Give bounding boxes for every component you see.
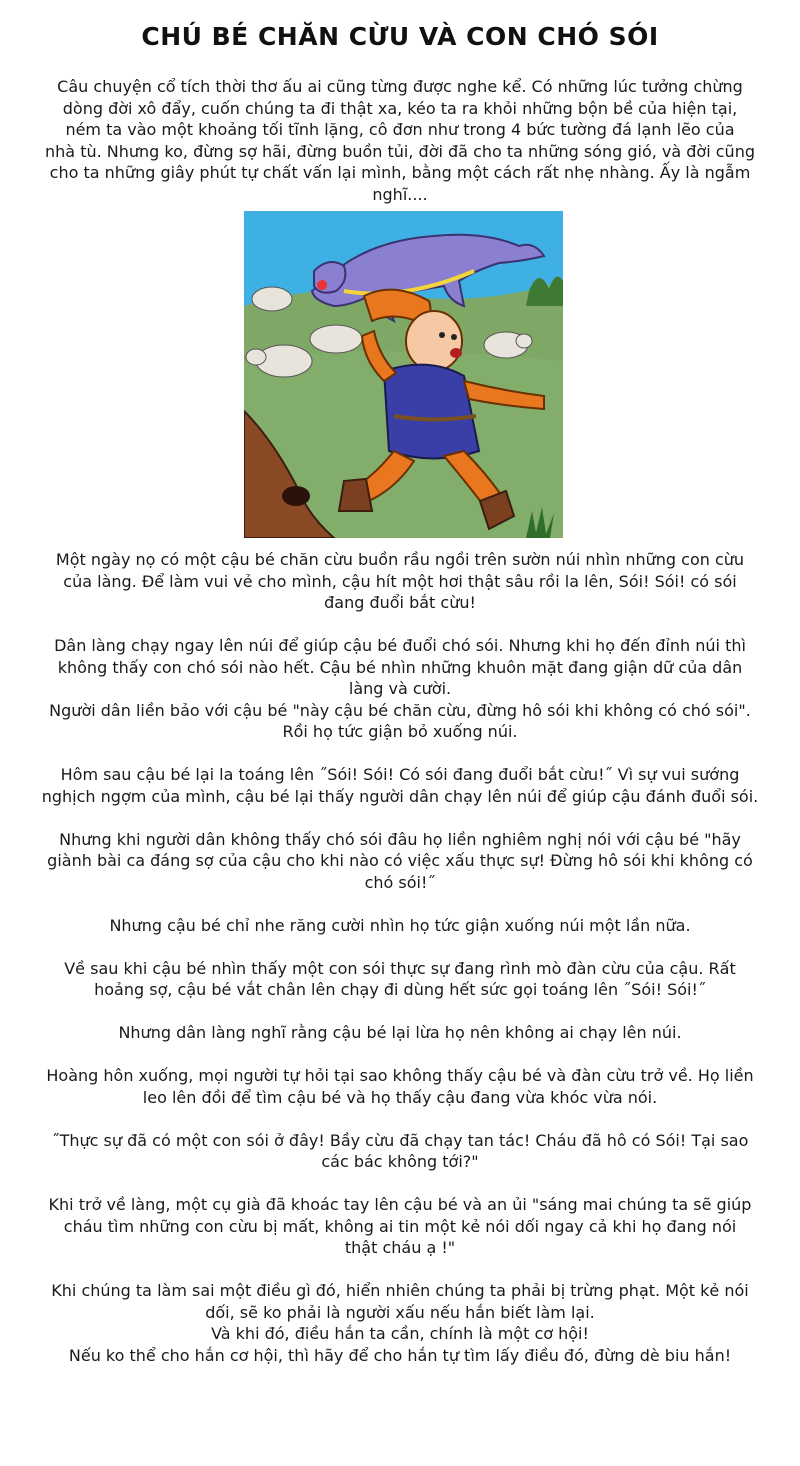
story-paragraph: [24, 829, 776, 894]
intro-line: ném ta vào một khoảng tối tĩnh lặng, cô đơn như trong 4 bức tường đá lạnh lẽo của: [65, 120, 735, 139]
story-line: Về sau khi cậu bé nhìn thấy một con sói thực sự đang rình mò đàn cừu của cậu. Rất: [64, 958, 736, 978]
story-paragraph: [24, 958, 776, 1001]
story-line: Nếu ko thể cho hắn cơ hội, thì hãy để cho hắn tự tìm lấy điều đó, đừng dè biu hắn!: [68, 1345, 732, 1365]
intro-line: nghĩ....: [372, 184, 428, 204]
story-line: Nhưng dân làng nghĩ rằng cậu bé lại lừa họ nên không ai chạy lên núi.: [118, 1023, 682, 1042]
story-line: Dân làng chạy ngay lên núi để giúp cậu bé đuổi chó sói. Nhưng khi họ đến đỉnh núi thì: [54, 636, 746, 655]
story-line: Khi trở về làng, một cụ già đã khoác tay lên cậu bé và an ủi "sáng mai chúng ta sẽ giúp: [48, 1195, 752, 1214]
intro-line: Câu chuyện cổ tích thời thơ ấu ai cũng từng được nghe kể. Có những lúc tưởng chừng: [57, 77, 743, 96]
story-line: của làng. Để làm vui vẻ cho mình, cậu hít một hơi thật sâu rồi la lên, Sói! Sói! có sói: [63, 571, 737, 591]
intro-line: dòng đời xô đẩy, cuốn chúng ta đi thật xa, kéo ta ra khỏi những bộn bề của hiện tại,: [62, 98, 738, 118]
story-line: leo lên đồi để tìm cậu bé và họ thấy cậu đang vừa khóc vừa nói.: [142, 1087, 658, 1107]
story-line: làng và cười.: [348, 679, 452, 698]
story-paragraph: [24, 1065, 776, 1108]
story-paragraph: [24, 549, 776, 614]
story-line: ˝Thực sự đã có một con sói ở đây! Bầy cừu đã chạy tan tác! Cháu đã hô có Sói! Tại sao: [51, 1130, 749, 1150]
story-paragraph: [24, 635, 776, 743]
story-paragraph: [24, 1194, 776, 1259]
story-line: thật cháu ạ !": [344, 1238, 456, 1257]
story-line: các bác không tới?": [321, 1152, 479, 1171]
story-line: Và khi đó, điều hắn ta cần, chính là một cơ hội!: [211, 1324, 589, 1343]
intro-line: cho ta những giây phút tự chất vấn lại mình, bằng một cách rất nhẹ nhàng. Ấy là ngẫm: [49, 163, 751, 182]
story-paragraph: [24, 1280, 776, 1366]
story-line: Nhưng khi người dân không thấy chó sói đâu họ liền nghiêm nghị nói với cậu bé "hãy: [59, 829, 741, 849]
story-line: hoảng sợ, cậu bé vắt chân lên chạy đi dùng hết sức gọi toáng lên ˝Sói! Sói!˝: [94, 980, 706, 999]
story-body: [24, 549, 776, 1388]
story-line: Người dân liền bảo với cậu bé "này cậu bé chăn cừu, đừng hô sói khi không có chó sói".: [49, 700, 751, 720]
story-line: nghịch ngợm của mình, cậu bé lại thấy người dân chạy lên núi để giúp cậu đánh đuổi sói.: [41, 786, 759, 806]
story-paragraph: [24, 764, 776, 807]
intro-line: nhà tù. Nhưng ko, đừng sợ hãi, đừng buồn tủi, đời đã cho ta những sóng gió, và đời cũng: [45, 141, 755, 161]
story-title: CHÚ BÉ CHĂN CỪU VÀ CON CHÓ SÓI: [141, 22, 659, 51]
story-line: cháu tìm những con cừu bị mất, không ai tin một kẻ nói dối ngay cả khi họ đang nói: [63, 1216, 737, 1236]
story-line: Hoàng hôn xuống, mọi người tự hỏi tại sao không thấy cậu bé và đàn cừu trở về. Họ liền: [46, 1066, 754, 1085]
story-line: đang đuổi bắt cừu!: [324, 593, 476, 612]
story-line: Khi chúng ta làm sai một điều gì đó, hiển nhiên chúng ta phải bị trừng phạt. Một kẻ nói: [51, 1281, 749, 1300]
story-paragraph: [24, 915, 776, 937]
story-paragraph: [24, 1022, 776, 1044]
story-line: Nhưng cậu bé chỉ nhe răng cười nhìn họ tức giận xuống núi một lần nữa.: [109, 915, 691, 935]
story-line: Hôm sau cậu bé lại la toáng lên ˝Sói! Sói! Có sói đang đuổi bắt cừu!˝ Vì sự vui sướng: [60, 765, 740, 784]
intro-text: [34, 76, 766, 205]
story-line: dối, sẽ ko phải là người xấu nếu hắn biết làm lại.: [205, 1302, 595, 1322]
story-line: chó sói!˝: [364, 872, 436, 892]
story-line: giành bài ca đáng sợ của cậu cho khi nào có việc xấu thực sự! Đừng hô sói khi không có: [47, 851, 753, 870]
story-paragraph: [24, 1130, 776, 1173]
story-line: Một ngày nọ có một cậu bé chăn cừu buồn rầu ngồi trên sườn núi nhìn những con cừu: [55, 550, 745, 569]
boy-and-wolf-illustration: [244, 211, 563, 538]
story-line: không thấy con chó sói nào hết. Cậu bé nhìn những khuôn mặt đang giận dữ của dân: [57, 657, 743, 677]
story-line: Rồi họ tức giận bỏ xuống núi.: [282, 722, 518, 741]
